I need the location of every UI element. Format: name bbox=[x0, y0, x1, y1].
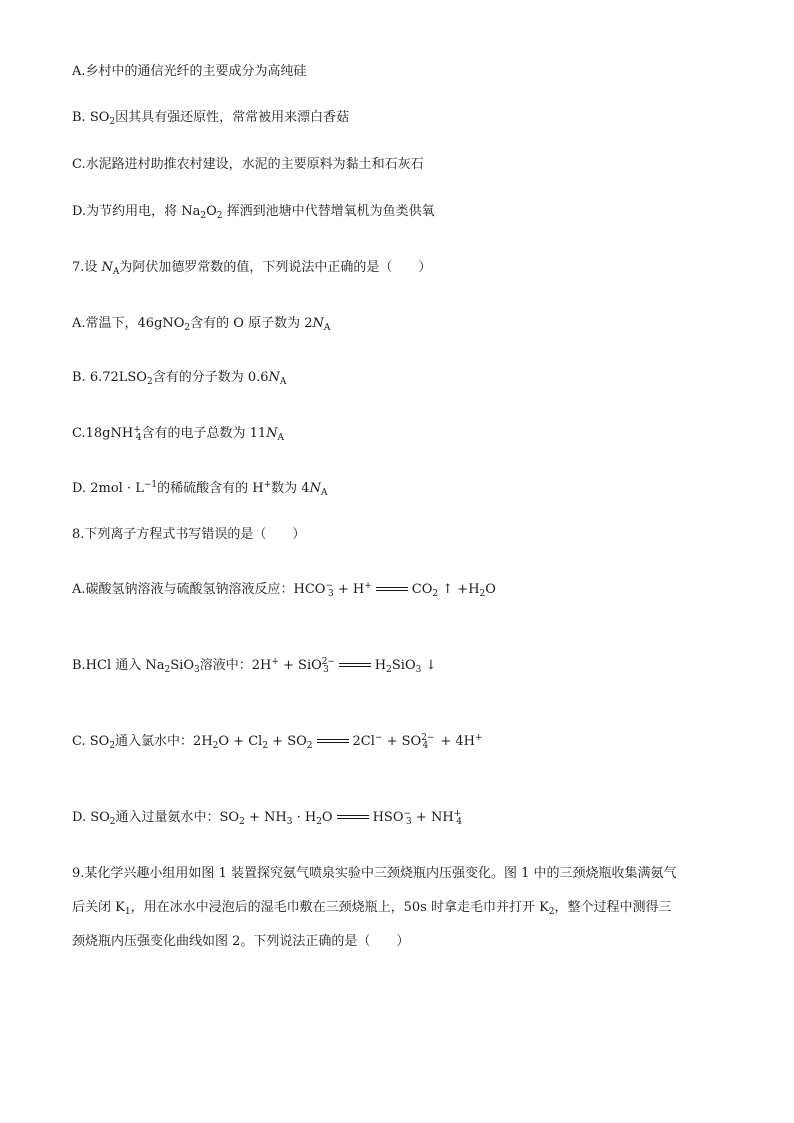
q8-option-c: C. $SO_2$通入氯水中：$2H_2O + Cl_2 + SO_2$ $2Cl^- + SO^{2-}_4 + 4H^+$ bbox=[72, 733, 483, 751]
q6-option-b: B. $SO_2$因其具有强还原性，常常被用来漂白香菇 bbox=[72, 110, 350, 127]
q7-option-a: A.常温下，46gNO$_2$含有的 O 原子数为 $2N_A$ bbox=[72, 316, 331, 333]
q9-stem-line-2: 后关闭 $K_1$，用在冰水中浸泡后的湿毛巾敷在三颈烧瓶上，50s 时拿走毛巾并打开 $K_2$，整个过程中测得三 bbox=[72, 900, 672, 917]
q8-stem: 8.下列离子方程式书写错误的是（ ） bbox=[72, 527, 306, 542]
q8-option-b: B.HCl 通入 $Na_2SiO_3$溶液中：2H+ + SiO$^{2-}_3$ $H_2SiO_3$ ↓ bbox=[72, 657, 437, 675]
q7-option-d: D. $2mol \cdot L^{-1}$的稀硫酸含有的 H+数为 $4N_A$ bbox=[72, 480, 328, 498]
q6-option-a: A.乡村中的通信光纤的主要成分为高纯硅 bbox=[72, 64, 307, 79]
equals-sign-icon bbox=[337, 662, 373, 670]
equals-sign-icon bbox=[335, 814, 371, 822]
equals-sign-icon bbox=[315, 738, 351, 746]
q6-option-d: D.为节约用电，将 $Na_2O_2$ 挥洒到池塘中代替增氧机为鱼类供氧 bbox=[72, 204, 435, 221]
q7-option-b: B. $6.72LSO_2$含有的分子数为 $0.6N_A$ bbox=[72, 370, 287, 387]
q9-stem-line-1: 9.某化学兴趣小组用如图 1 装置探究氨气喷泉实验中三颈烧瓶内压强变化。图 1 中的三颈烧瓶收集满氨气 bbox=[72, 866, 677, 881]
q7-option-c: C.18gNH+$_4$含有的电子总数为 $11N_A$ bbox=[72, 425, 285, 443]
q6-option-c: C.水泥路进村助推农村建设，水泥的主要原料为黏土和石灰石 bbox=[72, 157, 424, 172]
q8-option-a: A.碳酸氢钠溶液与硫酸氢钠溶液反应：$HCO^-_3 + H^+$ $CO_2$ ↑ $+H_2O$ bbox=[72, 581, 496, 599]
q8-option-d: D. $SO_2$通入过量氨水中：$SO_2 + NH_3 \cdot H_2O$ $HSO^-_3 + NH^+_4$ bbox=[72, 809, 462, 827]
equals-sign-icon bbox=[374, 586, 410, 594]
q7-stem: 7.设 $N_A$为阿伏加德罗常数的值，下列说法中正确的是（ ） bbox=[72, 260, 432, 277]
q9-stem-line-3: 颈烧瓶内压强变化曲线如图 2。下列说法正确的是（ ） bbox=[72, 934, 410, 949]
